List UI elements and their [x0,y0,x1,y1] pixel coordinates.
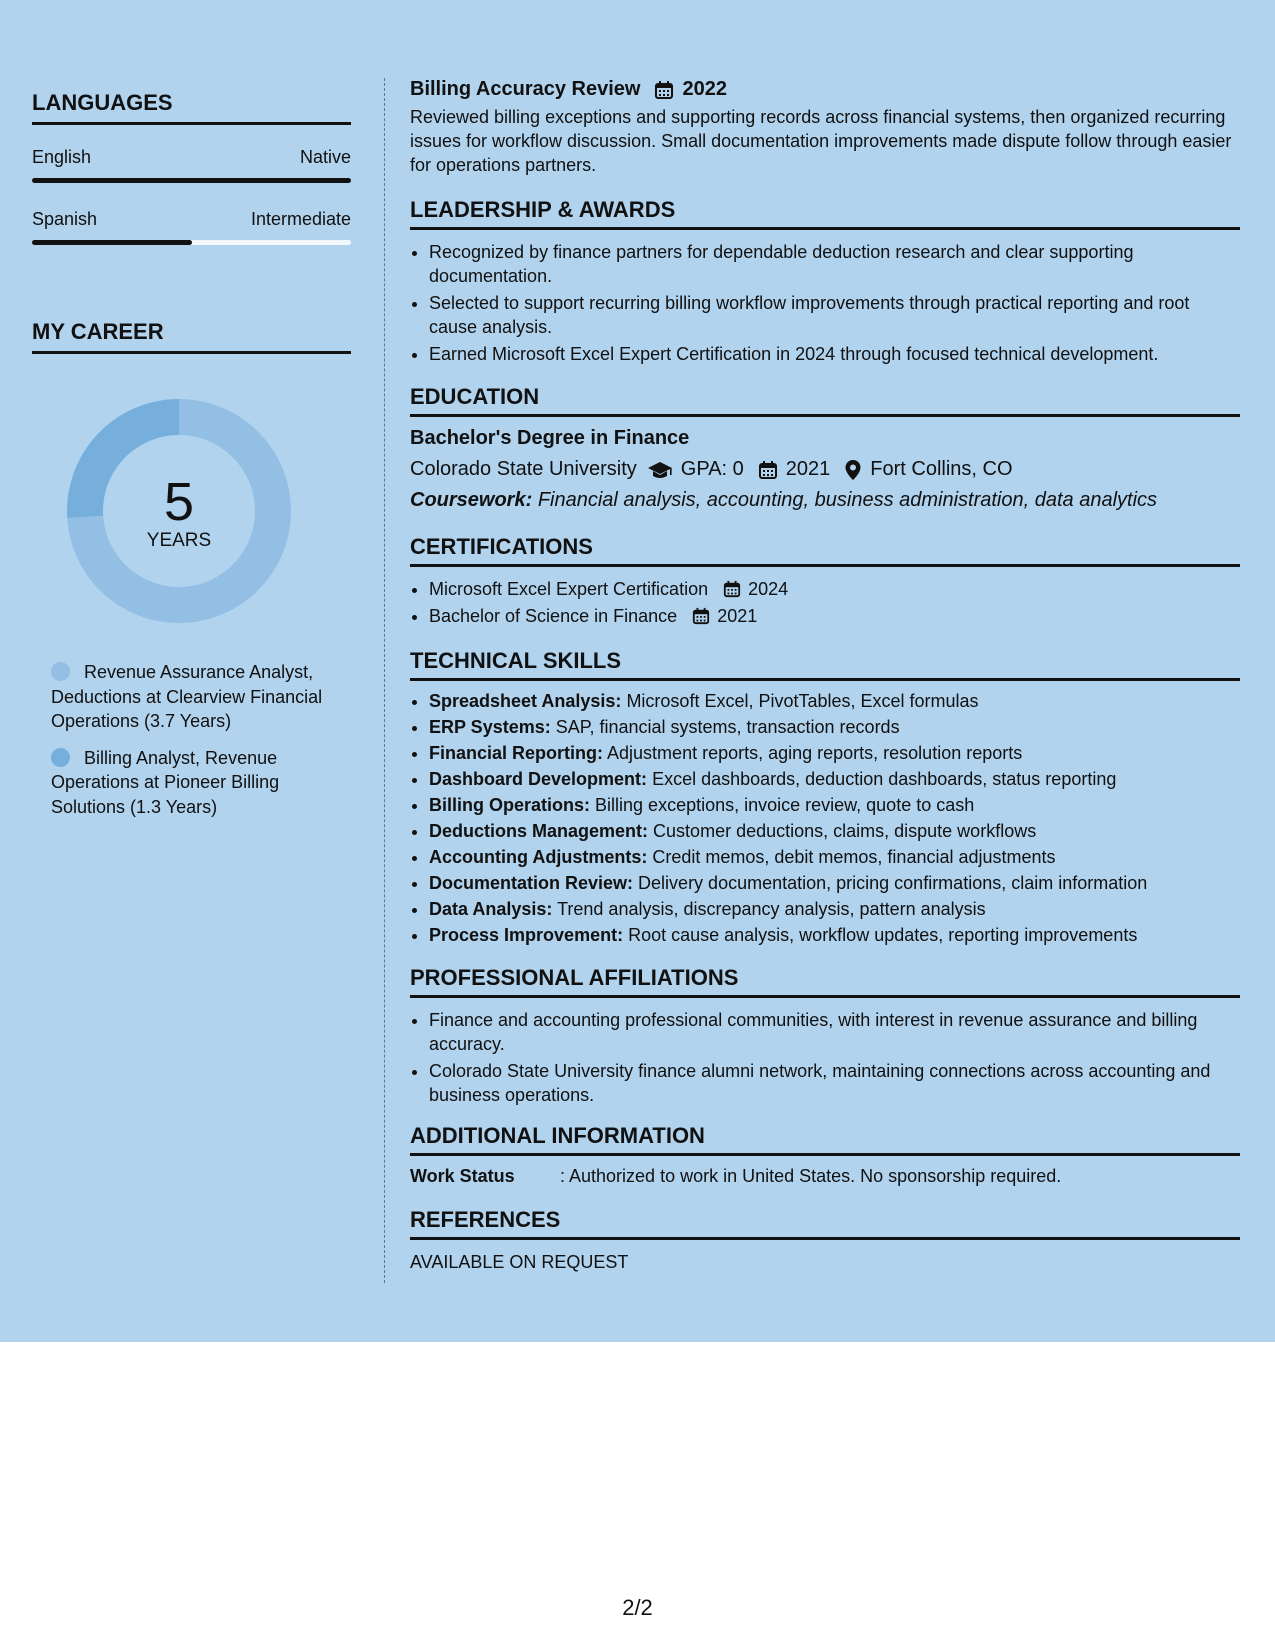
education-year: 2021 [785,458,831,480]
project-description: Reviewed billing exceptions and supporting records across financial systems, then organized recurring issues for workflow discussion. Small documentation improvements made dispute follow through easier for operations partners. [410,107,1232,175]
certification-item [429,577,1240,601]
calendar-icon [723,580,741,598]
list-item: • Selected to support recurring billing workflow improvements through practical reporting and root cause analysis. [429,291,1240,339]
skill-label: Billing Operations: [429,795,591,815]
column-divider [384,78,385,1283]
language-item [32,209,351,245]
references-heading: REFERENCES [410,1207,1240,1240]
language-proficiency-bar [32,178,351,183]
certification-name: Microsoft Excel Expert Certification [429,579,709,599]
skill-item [429,923,1240,947]
career-role-item [51,746,341,820]
certification-item [429,604,1240,628]
career-years-unit: YEARS [146,530,212,551]
career-role-item [51,660,341,734]
sidebar [32,90,351,831]
skills-list [410,689,1240,947]
language-proficiency-bar [32,240,351,245]
graduation-cap-icon [647,460,673,480]
skill-value: Billing exceptions, invoice review, quote to cash [595,795,975,815]
language-name: Spanish [32,209,98,229]
skill-item [429,767,1240,791]
skill-value: SAP, financial systems, transaction records [555,717,900,737]
career-total-years: 5 [163,472,195,532]
legend-dot-icon [51,748,70,767]
skill-value: Root cause analysis, workflow updates, reporting improvements [628,925,1138,945]
list-item: • Recognized by finance partners for dependable deduction research and clear supporting documentation. [429,240,1240,288]
calendar-icon [758,460,778,480]
language-proficiency-fill [32,240,192,245]
skill-value: Excel dashboards, deduction dashboards, status reporting [652,769,1117,789]
certification-year: 2024 [748,579,789,599]
education-details [410,458,1240,481]
list-item: • Earned Microsoft Excel Expert Certification in 2024 through focused technical development. [429,342,1240,366]
skill-item [429,897,1240,921]
skill-item [429,793,1240,817]
coursework-label: Coursework: [410,489,533,511]
language-level: Native [299,147,351,167]
language-level: Intermediate [250,209,351,229]
skill-value: Adjustment reports, aging reports, resolution reports [607,743,1023,763]
project-title-row [410,78,1240,101]
work-status-row [410,1166,1240,1187]
education-heading: EDUCATION [410,384,1240,417]
legend-dot-icon [51,662,70,681]
education-location: Fort Collins, CO [870,458,1013,480]
skill-item [429,819,1240,843]
certification-name: Bachelor of Science in Finance [429,606,678,626]
skill-label: Spreadsheet Analysis: [429,691,622,711]
career-heading: MY CAREER [32,319,351,354]
skill-label: Financial Reporting: [429,743,604,763]
work-status-value: : Authorized to work in United States. No sponsorship required. [560,1166,1062,1186]
skill-value: Microsoft Excel, PivotTables, Excel formulas [626,691,979,711]
skill-item [429,845,1240,869]
skill-item [429,689,1240,713]
affiliations-heading: PROFESSIONAL AFFILIATIONS [410,965,1240,998]
coursework-value: Financial analysis, accounting, business administration, data analytics [537,489,1158,511]
skill-value: Trend analysis, discrepancy analysis, pattern analysis [557,899,986,919]
skill-label: ERP Systems: [429,717,551,737]
skill-value: Customer deductions, claims, dispute workflows [653,821,1037,841]
education-degree: Bachelor's Degree in Finance [410,427,690,449]
skill-value: Delivery documentation, pricing confirmations, claim information [638,873,1148,893]
education-gpa: GPA: 0 [680,458,744,480]
education-school: Colorado State University [410,458,637,480]
calendar-icon [692,607,710,625]
skill-label: Accounting Adjustments: [429,847,648,867]
page-number: 2/2 [622,1595,653,1620]
references-text: AVAILABLE ON REQUEST [410,1252,629,1272]
skill-label: Deductions Management: [429,821,649,841]
skill-label: Dashboard Development: [429,769,648,789]
education-coursework [410,489,1240,512]
skill-label: Data Analysis: [429,899,553,919]
project-title: Billing Accuracy Review [410,78,641,100]
career-donut [66,398,292,624]
language-proficiency-fill [32,178,351,183]
career-role-label: Billing Analyst, Revenue Operations at Pioneer Billing Solutions (1.3 Years) [51,747,280,817]
project-year: 2022 [682,78,727,100]
career-role-label: Revenue Assurance Analyst, Deductions at Clearview Financial Operations (3.7 Years) [51,662,323,731]
language-name: English [32,147,92,167]
main-column [410,78,1240,1273]
list-item: • Finance and accounting professional communities, with interest in revenue assurance and billing accuracy. [429,1008,1240,1056]
skill-item [429,715,1240,739]
leadership-list [410,240,1240,366]
affiliations-list [410,1008,1240,1107]
skill-item [429,871,1240,895]
additional-info-heading: ADDITIONAL INFORMATION [410,1123,1240,1156]
certifications-heading: CERTIFICATIONS [410,534,1240,567]
career-legend [51,660,351,819]
language-item [32,147,351,183]
work-status-label: Work Status [410,1166,515,1186]
skill-label: Documentation Review: [429,873,634,893]
certification-year: 2021 [717,606,758,626]
skill-value: Credit memos, debit memos, financial adjustments [652,847,1056,867]
map-pin-icon [844,459,862,481]
languages-heading: LANGUAGES [32,90,351,125]
skill-item [429,741,1240,765]
certifications-list [410,577,1240,628]
skill-label: Process Improvement: [429,925,624,945]
leadership-heading: LEADERSHIP & AWARDS [410,197,1240,230]
list-item: • Colorado State University finance alumni network, maintaining connections across accounting and business operations. [429,1059,1240,1107]
calendar-icon [654,80,674,100]
skills-heading: TECHNICAL SKILLS [410,648,1240,681]
